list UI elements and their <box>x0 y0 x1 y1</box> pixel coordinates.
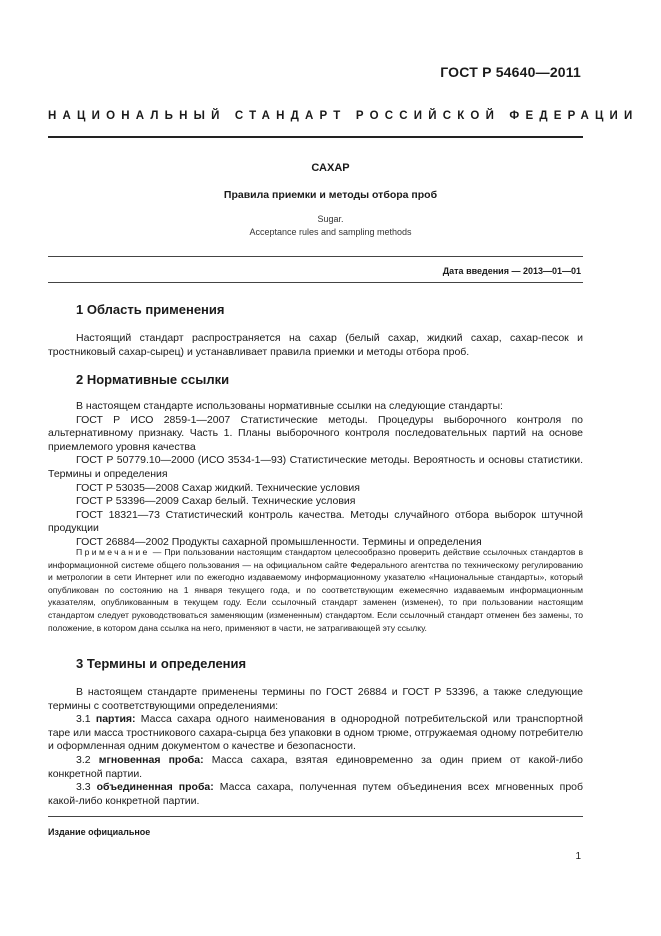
document-number: ГОСТ Р 54640—2011 <box>440 64 581 80</box>
date-divider <box>48 282 583 283</box>
footer-divider <box>48 816 583 817</box>
section-2-heading: 2 Нормативные ссылки <box>76 372 230 387</box>
date-of-introduction: Дата введения — 2013—01—01 <box>442 266 581 276</box>
term-item <box>48 781 583 808</box>
term-definition: Масса сахара, взятая единовременно за один прием от какой-либо конкретной партии. <box>48 753 583 780</box>
term-definition: Масса сахара одного наименования в однородной потребительской или транспортной таре или масса тростникового сахара-сырца без упаковки в одном трюме, отгружаемая одному потребителю и оформленная одним документом о качестве и безопасности. <box>48 713 584 753</box>
reference-item: ГОСТ Р 50779.10—2000 (ИСО 3534-1—93) Статистические методы. Вероятность и основы статистики. Термины и определения <box>48 454 583 480</box>
reference-item: ГОСТ Р 53035—2008 Сахар жидкий. Технические условия <box>76 481 360 494</box>
note-label: Примечание <box>76 547 150 557</box>
term-definition: Масса сахара, полученная путем объединения всех мгновенных проб какой-либо конкретной партии. <box>48 781 584 807</box>
note-text: — При пользовании настоящим стандартом целесообразно проверить действие ссылочных стандартов в информационной системе общего пользования — на официальном сайте Федерального агентства по техническому регулированию и метрологии в сети Интернет или по ежегодно издаваемому информационному указателю «Национальные стандарты», который опубликован по состоянию на 1 января текущего года, и по соответствующим ежемесячно издаваемым информационным указателям, опубликованным в текущем году. Если ссылочный стандарт заменен (изменен), то при пользовании настоящим стандартом следует руководствоваться заменяющим (измененным) стандартом. Если ссылочный стандарт отменен без замены, то положение, в котором дана ссылка на него, применяют в части, не затрагивающей эту ссылку. <box>48 547 584 633</box>
terms-intro: В настоящем стандарте применены термины по ГОСТ 26884 и ГОСТ Р 53396, а также следующие термины с соответствующими определениями: <box>48 686 583 712</box>
section-3-body <box>48 686 583 808</box>
term-name: мгновенная проба: <box>98 753 204 766</box>
term-name: объединенная проба: <box>96 781 214 794</box>
references-intro: В настоящем стандарте использованы нормативные ссылки на следующие стандарты: <box>76 400 503 412</box>
section-3-heading: 3 Термины и определения <box>76 656 247 671</box>
section-1-paragraph: Настоящий стандарт распространяется на сахар (белый сахар, жидкий сахар, сахар-песок и тростниковый сахар-сырец) и устанавливает правила приемки и методы отбора проб. <box>48 332 583 358</box>
term-number: 3.1 <box>76 713 91 726</box>
section-2-body <box>48 400 583 550</box>
section-1-body <box>48 332 583 359</box>
english-title: Sugar. <box>317 214 344 224</box>
reference-item: ГОСТ Р 53396—2009 Сахар белый. Технические условия <box>76 495 356 508</box>
official-edition-label: Издание официальное <box>48 827 151 837</box>
reference-item: ГОСТ Р ИСО 2859-1—2007 Статистические методы. Процедуры выборочного контроля по альтернативному признаку. Часть 1. Планы выборочного контроля последовательных партий на основе приемлемого уровня качества <box>48 413 583 453</box>
section-1-heading: 1 Область применения <box>76 302 225 317</box>
term-name: партия: <box>95 713 136 726</box>
english-subtitle: Acceptance rules and sampling methods <box>249 227 412 237</box>
reference-item: ГОСТ 18321—73 Статистический контроль качества. Методы случайного отбора выборок штучной продукции <box>48 508 583 535</box>
references-note <box>48 546 583 634</box>
national-standard-heading: НАЦИОНАЛЬНЫЙ СТАНДАРТ РОССИЙСКОЙ ФЕДЕРАЦИИ <box>48 110 639 122</box>
document-subtitle: Правила приемки и методы отбора проб <box>223 189 438 201</box>
reference-item: ГОСТ 26884—2002 Продукты сахарной промышленности. Термины и определения <box>76 535 482 548</box>
title-divider <box>48 256 583 257</box>
top-divider <box>48 136 583 138</box>
term-number: 3.2 <box>76 753 91 766</box>
term-item <box>48 754 583 781</box>
document-title: САХАР <box>311 162 350 174</box>
term-number: 3.3 <box>76 781 91 794</box>
page-number: 1 <box>575 851 581 862</box>
term-item <box>48 713 583 754</box>
